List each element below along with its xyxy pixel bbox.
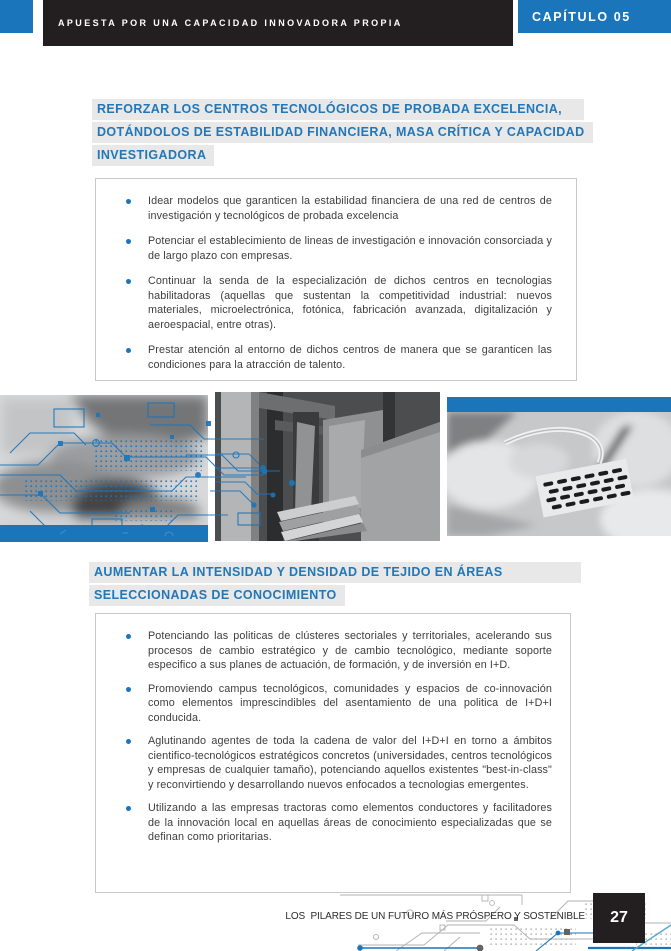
bullet-text: Potenciando las politicas de clústeres sectoriales y territoriales, acelerando sus procesos de cambio estratégico y de cambio tecnológico, mediante soporte especifico a sus planes de actuación, de formación, y de inversión en I+D. — [148, 630, 552, 671]
bullet-text: Utilizando a las empresas tractoras como elementos conductores y facilitadores de la innovación local en aquellas áreas de conocimiento especializadas que se definan como prioritarias. — [148, 802, 552, 843]
bullet-text: Idear modelos que garanticen la estabilidad financiera de una red de centros de investigación y tecnológicos de probada excelencia — [148, 195, 552, 222]
section2-heading — [89, 562, 581, 608]
page-number: 27 — [610, 909, 628, 926]
list-item — [126, 274, 552, 332]
list-item — [126, 343, 552, 372]
header-section-bar — [43, 0, 513, 46]
heading-line: INVESTIGADORA — [92, 145, 214, 166]
section1-heading — [92, 99, 584, 168]
section1-bullet-box — [95, 178, 577, 381]
bullet-icon — [126, 199, 131, 204]
bullet-icon — [126, 348, 131, 353]
image-strip — [0, 392, 671, 542]
heading-line: AUMENTAR LA INTENSIDAD Y DENSIDAD DE TEJIDO EN ÁREAS — [89, 562, 581, 583]
list-item — [126, 234, 552, 263]
bullet-text: Continuar la senda de la especialización de dichos centros en tecnologias habilitadoras (aquellas que sustentan la competitividad industrial: nuevos materiales, microelectrónica, fotónica, fabricación avanzada, digitalización y aeroespacial, entre otras). — [148, 275, 552, 331]
bullet-text: Aglutinando agentes de toda la cadena de valor del I+D+I en torno a ámbitos cientifico-tecnológicos estratégicos concretos (universidades, centros tecnológicos y empresas de cualquier tamaño), potenciando aquellos existentes "best-in-class" y reconvirtiendo y desarrollando nuevos enfocados a tecnologias emergentes. — [148, 735, 552, 791]
heading-line: SELECCIONADAS DE CONOCIMIENTO — [89, 585, 345, 606]
list-item — [126, 194, 552, 223]
list-item — [126, 682, 552, 726]
footer-tagline: LOS PILARES DE UN FUTURO MÁS PRÓSPERO Y SOSTENIBLE — [285, 911, 585, 922]
bullet-icon — [126, 739, 131, 744]
list-item — [126, 629, 552, 673]
section-title: APUESTA POR UNA CAPACIDAD INNOVADORA PROPIA — [58, 18, 403, 28]
bullet-text: Promoviendo campus tecnológicos, comunidades y espacios de co-innovación como elementos imprescindibles del asentamiento de una politica de I+D+I conducida. — [148, 682, 552, 724]
list-item — [126, 734, 552, 792]
header-blue-accent — [0, 0, 33, 33]
bullet-icon — [126, 687, 131, 692]
section2-bullet-box — [95, 613, 571, 893]
heading-line: DOTÁNDOLOS DE ESTABILIDAD FINANCIERA, MASA CRÍTICA Y CAPACIDAD — [92, 122, 593, 143]
page-number-badge — [593, 893, 645, 943]
list-item — [126, 801, 552, 845]
bullet-text: Potenciar el establecimiento de lineas de investigación e innovación consorciada y de largo plazo con empresas. — [148, 235, 552, 262]
bullet-text: Prestar atención al entorno de dichos centros de manera que se garanticen las condiciones para la atracción de talento. — [148, 344, 552, 371]
gloved-hands-lab-device-photo — [447, 397, 671, 536]
chapter-badge — [518, 0, 671, 33]
heading-line: REFORZAR LOS CENTROS TECNOLÓGICOS DE PROBADA EXCELENCIA, — [92, 99, 584, 120]
bullet-icon — [126, 634, 131, 639]
chapter-label: CAPÍTULO 05 — [532, 9, 631, 24]
bullet-icon — [126, 239, 131, 244]
hands-with-circuit-overlay-photo — [0, 395, 208, 542]
industrial-machinery-photo — [215, 392, 440, 541]
bullet-icon — [126, 279, 131, 284]
bullet-icon — [126, 806, 131, 811]
